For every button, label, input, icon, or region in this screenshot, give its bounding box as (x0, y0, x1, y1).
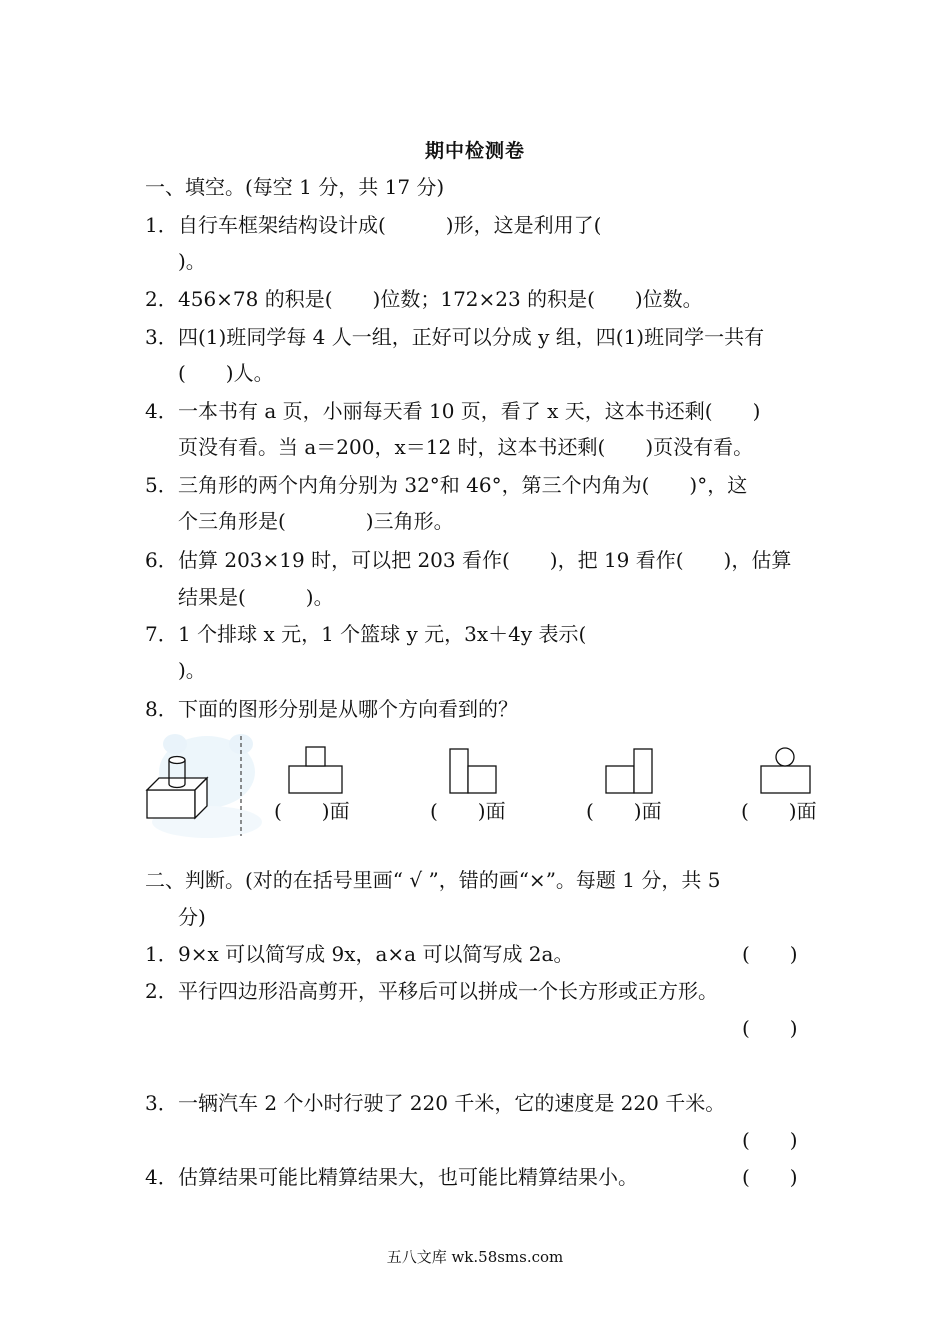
question-number: 5． (145, 473, 178, 497)
question-5-cont: 个三角形是( )三角形。 (178, 509, 454, 533)
answer-paren-2[interactable]: ( ) (742, 1016, 798, 1040)
question-6-cont: 结果是( )。 (178, 585, 334, 609)
question-text: 一本书有 a 页，小丽每天看 10 页，看了 x 天，这本书还剩( ) (178, 399, 761, 423)
question-text: 平行四边形沿高剪开，平移后可以拼成一个长方形或正方形。 (178, 979, 718, 1003)
question-number: 6． (145, 548, 178, 572)
views-figure (145, 730, 845, 840)
answer-paren-4[interactable]: ( ) (742, 1165, 798, 1189)
question-4 (145, 398, 760, 424)
question-3 (145, 324, 764, 350)
question-text: 三角形的两个内角分别为 32°和 46°，第三个内角为( )°，这 (178, 473, 748, 497)
section1-heading: 一、填空。(每空 1 分，共 17 分) (145, 175, 445, 199)
question-7-cont: )。 (178, 658, 206, 682)
view-4-shape (761, 748, 810, 793)
question-number: 8． (145, 697, 178, 721)
face-label-4: ( )面 (741, 799, 817, 823)
question-text: 估算 203×19 时，可以把 203 看作( )，把 19 看作( )，估算 (178, 548, 792, 572)
question-2 (145, 286, 703, 312)
judge-3 (145, 1090, 725, 1116)
question-8 (145, 696, 518, 722)
question-number: 3． (145, 325, 178, 349)
page-footer: 五八文库 wk.58sms.com (386, 1248, 564, 1266)
question-7 (145, 621, 586, 647)
question-text: 估算结果可能比精算结果大，也可能比精算结果小。 (178, 1165, 638, 1189)
question-3-cont: ( )人。 (178, 361, 274, 385)
question-text: 一辆汽车 2 个小时行驶了 220 千米，它的速度是 220 千米。 (178, 1091, 726, 1115)
question-6 (145, 547, 791, 573)
answer-paren-1[interactable]: ( ) (742, 942, 798, 966)
face-label-1: ( )面 (274, 799, 350, 823)
question-1-cont: )。 (178, 249, 206, 273)
section2-heading-cont: 分) (178, 905, 206, 929)
answer-paren-3[interactable]: ( ) (742, 1128, 798, 1152)
view-2-shape (450, 749, 496, 793)
question-text: 四(1)班同学每 4 人一组，正好可以分成 y 组，四(1)班同学一共有 (178, 325, 765, 349)
question-number: 2． (145, 287, 178, 311)
judge-4 (145, 1164, 638, 1190)
face-label-3: ( )面 (586, 799, 662, 823)
question-text: 9×x 可以简写成 9x，a×a 可以简写成 2a。 (178, 942, 574, 966)
section2-heading: 二、判断。(对的在括号里画“ √ ”，错的画“×”。每题 1 分，共 5 (145, 868, 721, 892)
question-text: 1 个排球 x 元，1 个篮球 y 元，3x＋4y 表示( (178, 622, 587, 646)
question-number: 4． (145, 1165, 178, 1189)
view-3-shape (606, 749, 652, 793)
question-number: 2． (145, 979, 178, 1003)
question-1 (145, 212, 601, 238)
judge-1 (145, 941, 573, 967)
question-number: 1． (145, 942, 178, 966)
question-text: 下面的图形分别是从哪个方向看到的？ (178, 697, 518, 721)
judge-2 (145, 978, 718, 1004)
question-text: 自行车框架结构设计成( )形，这是利用了( (178, 213, 602, 237)
question-number: 1． (145, 213, 178, 237)
view-1-shape (289, 747, 342, 793)
question-5 (145, 472, 747, 498)
question-text: 456×78 的积是( )位数；172×23 的积是( )位数。 (178, 287, 703, 311)
question-number: 3． (145, 1091, 178, 1115)
face-label-2: ( )面 (430, 799, 506, 823)
question-4-cont: 页没有看。当 a＝200，x＝12 时，这本书还剩( )页没有看。 (178, 435, 754, 459)
question-number: 4． (145, 399, 178, 423)
page-title: 期中检测卷 (424, 140, 525, 162)
question-number: 7． (145, 622, 178, 646)
